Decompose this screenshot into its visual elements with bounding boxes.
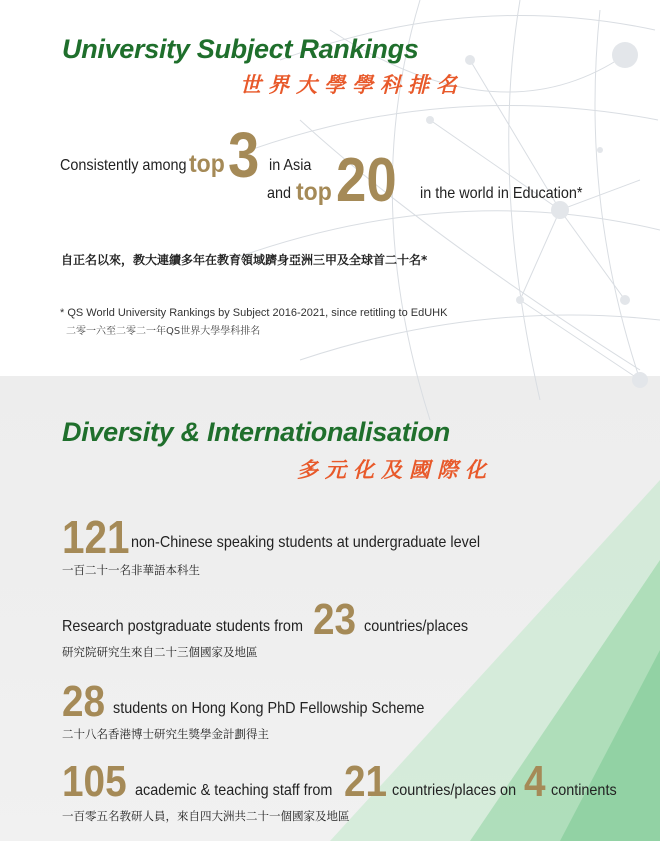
stat4-zh: 一百零五名教研人員，來自四大洲共二十一個國家及地區 (62, 809, 350, 823)
stat3-zh: 二十八名香港博士研究生獎學金計劃得主 (62, 727, 269, 741)
stat1-text: non-Chinese speaking students at undergraduate level (131, 534, 481, 551)
rankings-summary-zh: 自正名以來，教大連續多年在教育領域躋身亞洲三甲及全球首二十名* (61, 253, 428, 267)
stat2-post: countries/places (364, 618, 469, 635)
stat2-zh: 研究院研究生來自二十三個國家及地區 (62, 645, 258, 659)
stat2-number: 23 (313, 595, 357, 644)
stat3-text: students on Hong Kong PhD Fellowship Scheme (113, 700, 425, 717)
stat4-number-staff: 105 (62, 757, 127, 806)
stat4-post: continents (551, 782, 617, 799)
rankings-footnote-zh: 二零一六至二零二一年QS世界大學學科排名 (66, 326, 261, 337)
rank-line1-post: in Asia (269, 157, 312, 174)
rank-line2-post: in the world in Education* (420, 185, 583, 202)
stat3-number: 28 (62, 677, 106, 726)
rank-line2-number: 20 (336, 146, 397, 215)
stat1-zh: 一百二十一名非華語本科生 (62, 563, 200, 577)
diversity-heading-zh: 多元化及國際化 (297, 458, 493, 482)
diversity-heading-en: Diversity & Internationalisation (62, 417, 450, 447)
stat1-number: 121 (62, 511, 130, 563)
rank-line2-top: top (296, 178, 332, 206)
rank-line1-top: top (189, 150, 225, 178)
rank-line1-pre: Consistently among (60, 157, 187, 174)
stat4-mid2: countries/places on (392, 782, 517, 799)
stat4-number-continents: 4 (524, 757, 546, 806)
stat4-mid: academic & teaching staff from (135, 782, 333, 799)
rank-line1-number: 3 (228, 119, 260, 191)
rank-line2-pre: and (267, 185, 292, 202)
rankings-footnote-en: * QS World University Rankings by Subject 2016-2021, since retitling to EdUHK (60, 307, 448, 319)
rankings-heading-en: University Subject Rankings (62, 34, 419, 64)
stat4-number-countries: 21 (344, 757, 388, 806)
stat2-pre: Research postgraduate students from (62, 618, 303, 635)
rankings-heading-zh: 世界大學學科排名 (240, 73, 464, 97)
